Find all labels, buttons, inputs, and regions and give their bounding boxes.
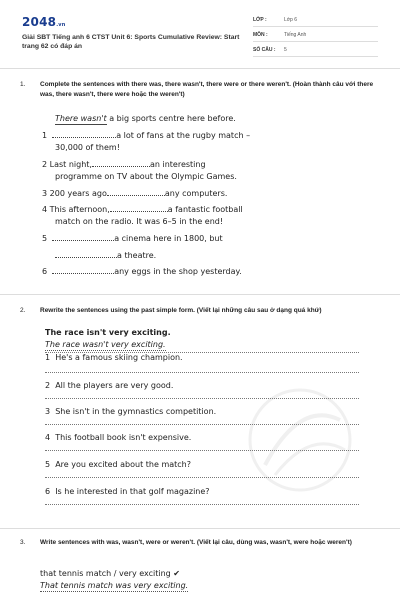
q2-item-5: 5 Are you excited about the match?: [45, 460, 191, 469]
meta-class: LỚP : Lớp 6: [253, 14, 378, 27]
section-divider: [0, 528, 400, 529]
answer-blank[interactable]: [107, 187, 165, 196]
q2-item-4: 4 This football book isn't expensive.: [45, 433, 192, 442]
answer-blank[interactable]: [110, 203, 168, 212]
answer-line[interactable]: [45, 372, 359, 373]
document-title: Giải SBT Tiếng anh 6 CTST Unit 6: Sports Cumulative Review: Start trang 62 có đáp án: [22, 34, 240, 50]
q2-item-6: 6 Is he interested in that golf magazine?: [45, 487, 210, 496]
q1-item-5-cont: a theatre.: [55, 249, 156, 262]
q3-example-answer: That tennis match was very exciting.: [40, 581, 189, 590]
q1-item-1: 1 a lot of fans at the rugby match –: [42, 131, 251, 140]
q1-item-2-cont: programme on TV about the Olympic Games.: [55, 172, 237, 181]
answer-blank[interactable]: [92, 158, 150, 167]
q2-example-answer: The race wasn't very exciting.: [45, 340, 166, 349]
header-divider: [0, 68, 400, 69]
question-3-heading: 3. Write sentences with was, wasn't, were or weren't. (Viết lại câu, dùng was, wasn't, were hoặc weren't): [20, 539, 352, 546]
q1-item-3: 3 200 years ago any computers.: [42, 189, 228, 198]
q1-item-2: 2 Last night, an interesting: [42, 160, 206, 169]
watermark-icon: [240, 380, 360, 500]
section-divider: [0, 294, 400, 295]
q1-item-4-cont: match on the radio. It was 6–5 in the end!: [55, 217, 224, 226]
q2-item-2: 2 All the players are very good.: [45, 381, 174, 390]
q1-item-6: 6 any eggs in the shop yesterday.: [42, 267, 242, 276]
q2-item-1: 1 He's a famous skiing champion.: [45, 353, 183, 362]
answer-blank[interactable]: [52, 232, 114, 241]
answer-blank[interactable]: [55, 249, 117, 258]
answer-blank[interactable]: [52, 265, 114, 274]
q2-item-3: 3 She isn't in the gymnastics competition.: [45, 407, 217, 416]
q2-example: The race isn't very exciting.: [45, 328, 171, 337]
meta-question-count: SỐ CÂU : 5: [253, 44, 378, 57]
q1-item-1-cont: 30,000 of them!: [55, 143, 120, 152]
page-header: [0, 0, 400, 66]
answer-line[interactable]: [45, 504, 359, 505]
meta-subject: MÔN : Tiếng Anh: [253, 29, 378, 42]
q3-example: that tennis match / very exciting ✔: [40, 569, 180, 578]
question-2-heading: 2. Rewrite the sentences using the past simple form. (Viết lại những câu sau ở dạng quá khứ): [20, 307, 322, 314]
q1-item-4: 4 This afternoon, a fantastic football: [42, 205, 243, 214]
answer-blank[interactable]: [52, 129, 116, 138]
site-logo[interactable]: 2048.vn: [22, 15, 66, 29]
question-1-heading: 1. Complete the sentences with there was, there wasn't, there were or there weren't. (Hoàn thành câu với there was, there wasn't, there were hoặc the weren't): [20, 81, 374, 98]
q1-example: There wasn't a big sports centre here before.: [55, 114, 236, 123]
q1-item-5: 5 a cinema here in 1800, but: [42, 234, 223, 243]
